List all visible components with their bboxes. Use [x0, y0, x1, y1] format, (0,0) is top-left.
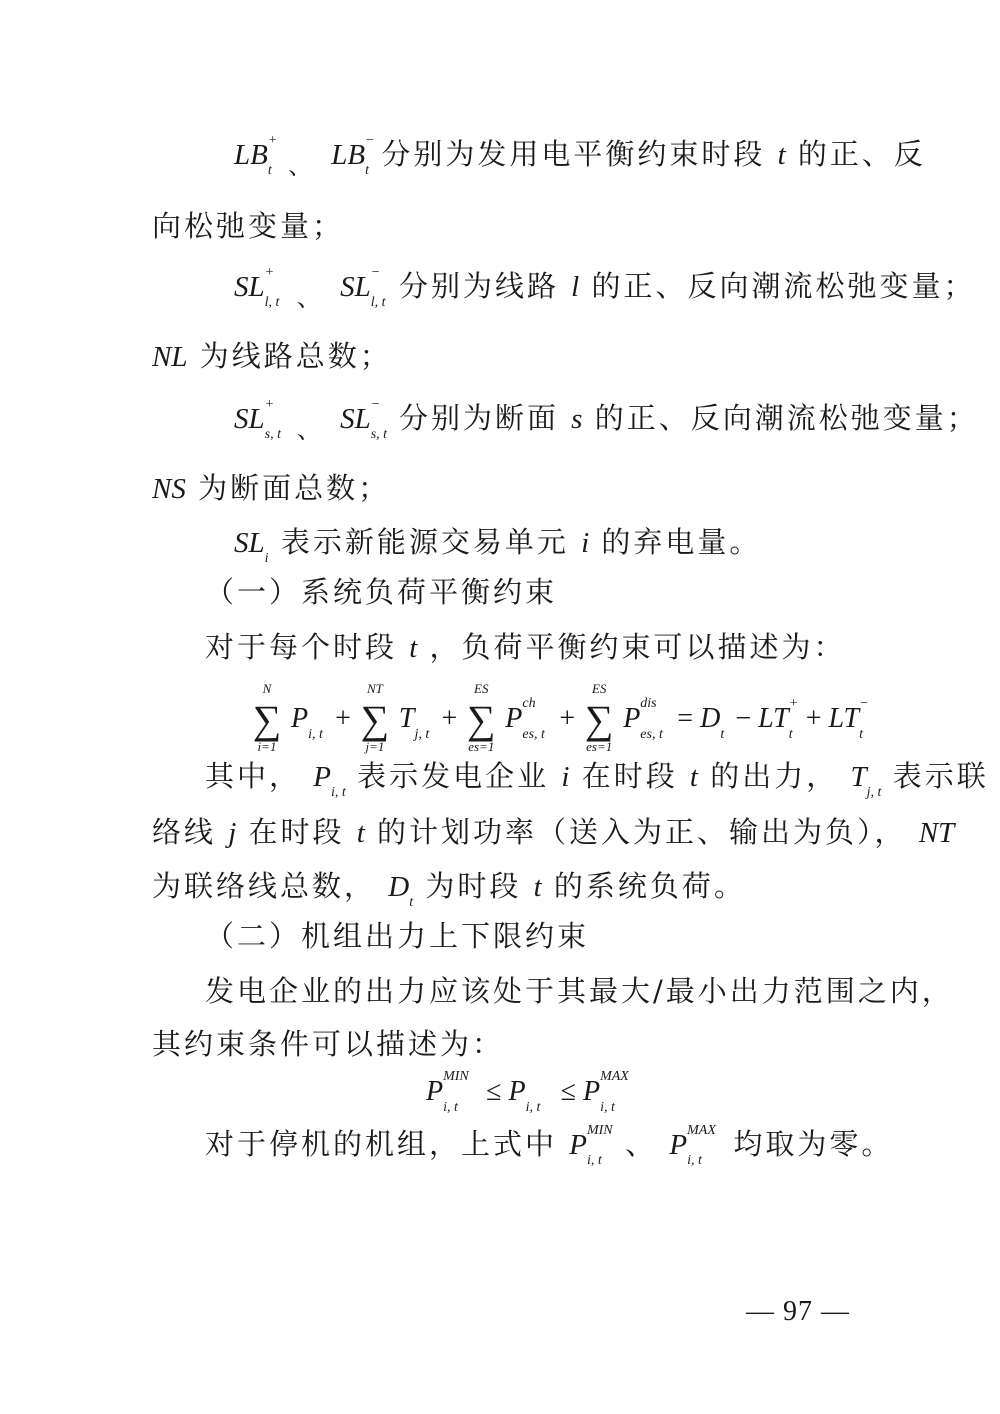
line-sl-curtailment	[234, 525, 762, 566]
text-segment: 的出力，	[710, 759, 839, 793]
var-p-it: P i, t	[313, 761, 346, 800]
separator: 、	[288, 152, 316, 180]
text-segment: 为时段	[425, 869, 522, 903]
var-p-min: P MIN i, t	[569, 1123, 613, 1168]
line-lb-continuation: 向松弛变量；	[152, 209, 345, 243]
var-p-max: P MAX i, t	[669, 1123, 716, 1168]
page-number: — 97 —	[746, 1296, 850, 1327]
sum-symbol: N ∑ i=1	[252, 681, 282, 754]
line-output-limits-1: 发电企业的出力应该处于其最大/最小出力范围之内，	[205, 974, 954, 1008]
var-nl: NL	[152, 341, 188, 373]
text-segment: 其中，	[205, 759, 302, 793]
var-t: t	[689, 761, 698, 793]
var-sl-i: SL i	[234, 527, 269, 566]
line-nl	[152, 339, 392, 373]
var-sl-line-plus: SL + l, t	[234, 265, 280, 310]
line-ns	[152, 471, 391, 505]
line-sl-line-definition	[234, 265, 976, 312]
text-segment: 表示联	[892, 759, 989, 793]
line-load-balance-intro	[205, 630, 846, 664]
equation-output-limits: P MIN i, t ≤ P i, t ≤ P MAX i, t	[426, 1069, 629, 1115]
text-segment: 的正、反向潮流松弛变量；	[591, 269, 976, 303]
text-segment: 在时段	[248, 815, 345, 849]
text-segment: ，负荷平衡约束可以描述为：	[429, 630, 846, 664]
var-lb-minus: LB − t	[331, 133, 375, 178]
line-where-2	[152, 815, 955, 849]
text-segment: 为线路总数；	[199, 339, 392, 373]
line-shutdown	[205, 1123, 894, 1168]
separator: 、	[296, 284, 324, 312]
var-i: i	[581, 527, 590, 559]
var-sl-section-minus: SL − s, t	[340, 397, 388, 442]
text-segment: 为联络线总数，	[152, 869, 377, 903]
heading-output-limits: （二）机组出力上下限约束	[205, 919, 590, 953]
text-segment: 均取为零。	[733, 1127, 894, 1161]
text-segment: 的弃电量。	[601, 525, 762, 559]
line-sl-section-definition	[234, 397, 979, 444]
text-segment: 对于每个时段	[205, 630, 398, 664]
sum-symbol: ES ∑ es=1	[467, 681, 496, 754]
var-sl-line-minus: SL − l, t	[340, 265, 386, 310]
text-segment: 、	[625, 1127, 658, 1161]
text-segment: 的计划功率（送入为正、输出为负），	[377, 815, 907, 849]
equation-load-balance: N ∑ i=1 P i, t + NT ∑ j=1 T j, t + ES ∑ es=1 P ch es, t + ES ∑ es=1 P dis es, t = D t − LT + t + LT − t	[250, 690, 863, 737]
text-segment: 表示发电企业	[357, 759, 550, 793]
text-segment: 的系统负荷。	[553, 869, 746, 903]
var-nt: NT	[918, 817, 955, 849]
var-sl-section-plus: SL + s, t	[234, 397, 281, 442]
text-segment: 的正、反向潮流松弛变量；	[594, 401, 979, 435]
var-i: i	[561, 761, 570, 793]
line-output-limits-2: 其约束条件可以描述为：	[152, 1027, 505, 1061]
var-lb-plus: LB + t	[234, 133, 278, 178]
var-ns: NS	[152, 473, 186, 505]
var-t: t	[356, 817, 365, 849]
var-t: t	[777, 139, 786, 171]
sum-symbol: NT ∑ j=1	[360, 681, 390, 754]
text-segment: 为断面总数；	[198, 471, 391, 505]
text-segment: 对于停机的机组，上式中	[205, 1127, 558, 1161]
line-where-1	[205, 759, 989, 800]
text-segment: 分别为发用电平衡约束时段	[381, 137, 766, 171]
text-segment: 表示新能源交易单元	[280, 525, 569, 559]
var-t: t	[409, 632, 418, 664]
line-lb-definition	[234, 133, 926, 180]
text-segment: 分别为线路	[398, 269, 559, 303]
var-j: j	[228, 817, 237, 849]
text-segment: 分别为断面	[398, 401, 559, 435]
var-t-jt: T j, t	[850, 761, 882, 800]
text-segment: 的正、反	[797, 137, 926, 171]
separator: 、	[296, 416, 324, 444]
heading-load-balance: （一）系统负荷平衡约束	[205, 575, 558, 609]
text-segment: 络线	[152, 815, 217, 849]
var-d-t: D t	[388, 871, 414, 910]
var-l: l	[571, 271, 580, 303]
sum-symbol: ES ∑ es=1	[584, 681, 614, 754]
var-t: t	[533, 871, 542, 903]
line-where-3	[152, 869, 746, 910]
var-s: s	[571, 403, 583, 435]
text-segment: 在时段	[581, 759, 678, 793]
